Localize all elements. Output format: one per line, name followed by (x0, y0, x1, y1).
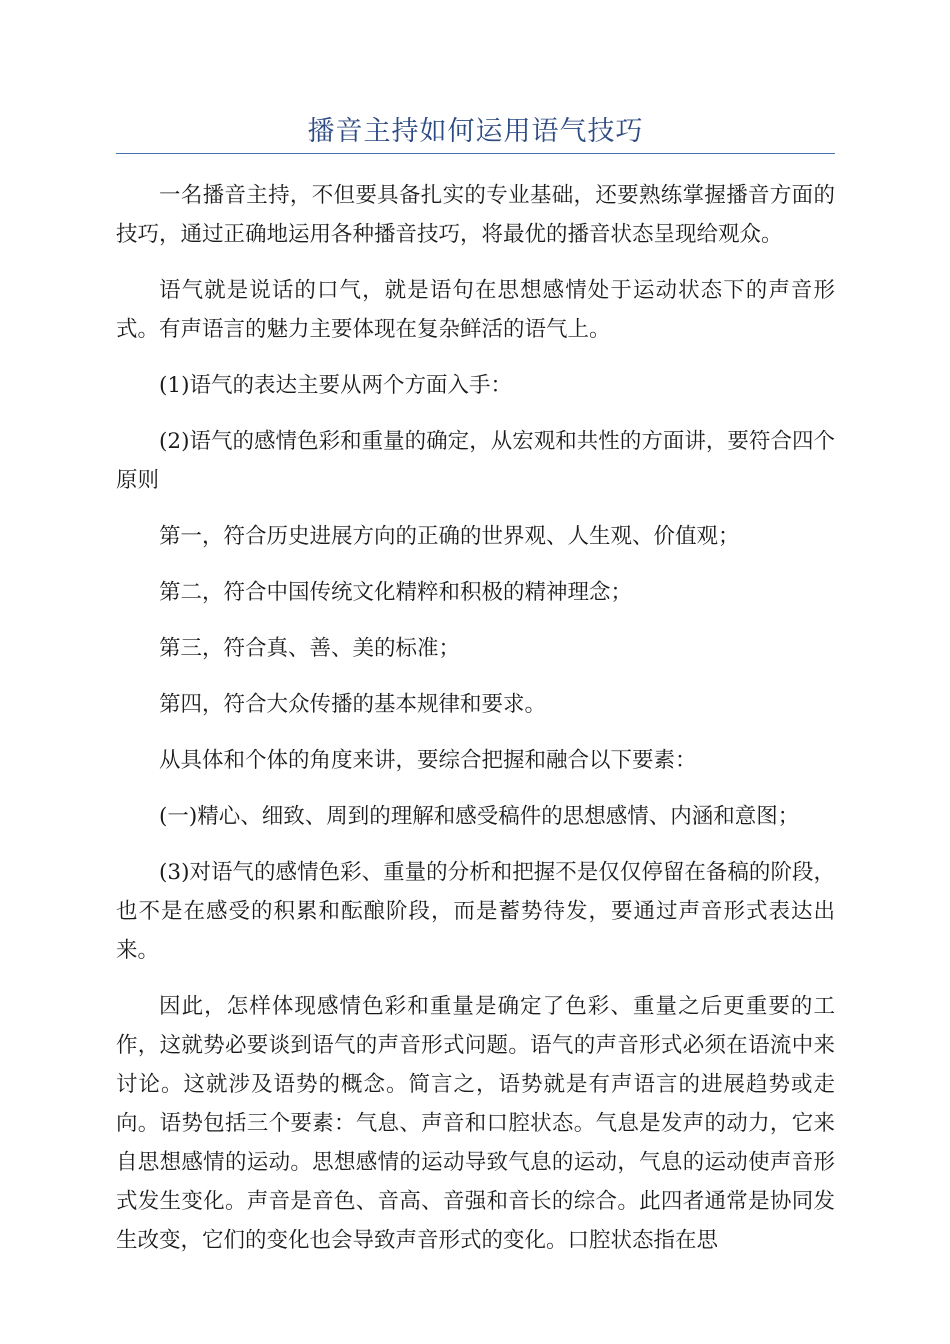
paragraph-point-1: (1)语气的表达主要从两个方面入手： (159, 373, 512, 398)
document-title: 播音主持如何运用语气技巧 (307, 116, 644, 147)
paragraph-definition: 语气就是说话的口气，就是语句在思想感情处于运动状态下的声音形式。有声语言的魅力主要体现在复杂鲜活的语气上。 (116, 278, 835, 342)
paragraph-element-1: (一)精心、细致、周到的理解和感受稿件的思想感情、内涵和意图； (159, 804, 800, 829)
paragraph-point-3: (3)对语气的感情色彩、重量的分析和把握不是仅仅停留在备稿的阶段，也不是在感受的积累和酝酿阶段，而是蓄势待发，要通过声音形式表达出来。 (116, 860, 835, 963)
paragraph-principle-3: 第三，符合真、善、美的标准； (159, 636, 461, 661)
paragraph-principle-4: 第四，符合大众传播的基本规律和要求。 (159, 692, 547, 717)
paragraph-point-2: (2)语气的感情色彩和重量的确定，从宏观和共性的方面讲，要符合四个原则 (116, 429, 835, 493)
paragraph-principle-2: 第二，符合中国传统文化精粹和积极的精神理念； (159, 580, 633, 605)
document-body (116, 176, 835, 1277)
paragraph-conclusion: 因此，怎样体现感情色彩和重量是确定了色彩、重量之后更重要的工作，这就势必要谈到语气的声音形式问题。语气的声音形式必须在语流中来讨论。这就涉及语势的概念。简言之，语势就是有声语言的进展趋势或走向。语势包括三个要素：气息、声音和口腔状态。气息是发声的动力，它来自思想感情的运动。思想感情的运动导致气息的运动，气息的运动使声音形式发生变化。声音是音色、音高、音强和音长的综合。此四者通常是协同发生改变，它们的变化也会导致声音形式的变化。口腔状态指在思 (116, 994, 835, 1253)
title-underline (116, 153, 835, 154)
paragraph-elements-intro: 从具体和个体的角度来讲，要综合把握和融合以下要素： (159, 748, 697, 773)
paragraph-principle-1: 第一，符合历史进展方向的正确的世界观、人生观、价值观； (159, 524, 740, 549)
paragraph-intro: 一名播音主持，不但要具备扎实的专业基础，还要熟练掌握播音方面的技巧，通过正确地运用各种播音技巧，将最优的播音状态呈现给观众。 (116, 183, 835, 247)
